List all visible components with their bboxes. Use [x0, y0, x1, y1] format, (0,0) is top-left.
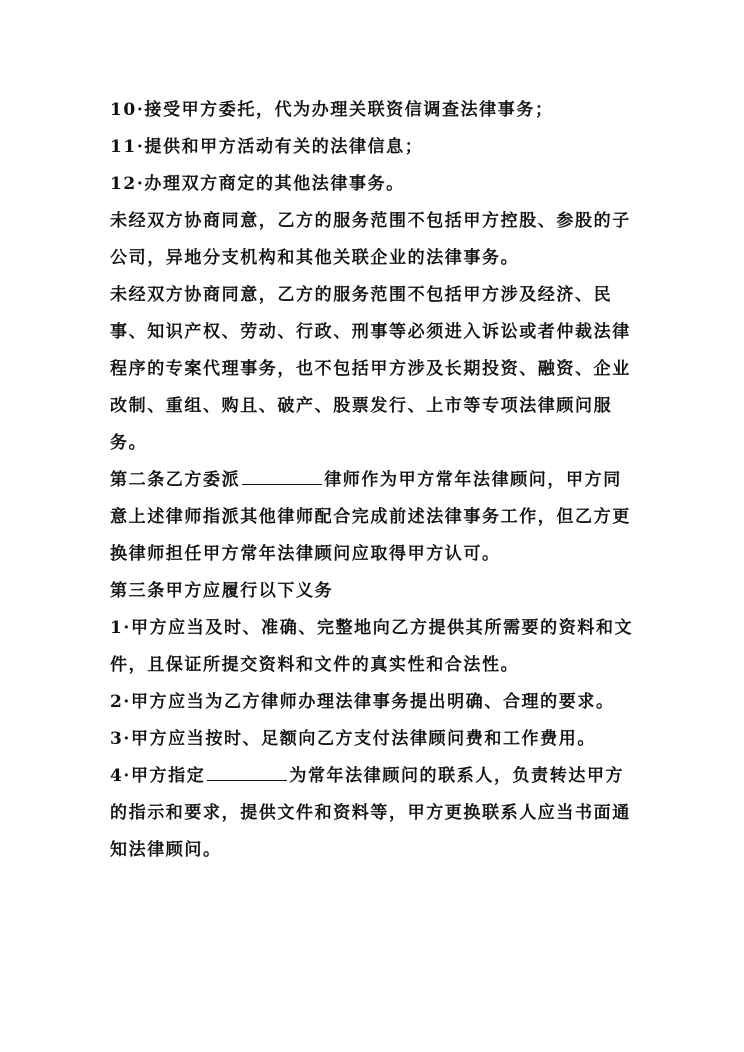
contact-person-blank: [207, 762, 287, 781]
obligation-4: [110, 758, 640, 869]
clause-10: 10·接受甲方委托，代为办理关联资信调查法律事务；: [110, 100, 554, 120]
article-2-rest: 律师作为甲方常年法律顾问，甲方同意上述律师指派其他律师配合完成前述法律事务工作，但乙方更换律师担任甲方常年法律顾问应取得甲方认可。: [110, 470, 631, 564]
obligation-2: 2·甲方应当为乙方律师办理法律事务提出明确、合理的要求。: [110, 692, 615, 712]
lawyer-name-blank: [242, 466, 322, 485]
article-3-title: 第三条甲方应履行以下义务: [110, 581, 334, 601]
obligation-1: 1·甲方应当及时、准确、完整地向乙方提供其所需要的资料和文件，且保证所提交资料和文件的真实性和合法性。: [110, 618, 634, 675]
obligation-4-rest: 为常年法律顾问的联系人，负责转达甲方的指示和要求，提供文件和资料等，甲方更换联系人应当书面通知法律顾问。: [110, 766, 631, 860]
article-2-lead: 第二条乙方委派: [110, 470, 241, 490]
scope-exclusion-subsidiaries: 未经双方协商同意，乙方的服务范围不包括甲方控股、参股的子公司，异地分支机构和其他关联企业的法律事务。: [110, 211, 631, 268]
clause-12: 12·办理双方商定的其他法律事务。: [110, 174, 405, 194]
document-body: [110, 92, 640, 869]
article-2: [110, 462, 640, 573]
obligation-4-lead: 4·甲方指定: [110, 766, 206, 786]
scope-exclusion-litigation: 未经双方协商同意，乙方的服务范围不包括甲方涉及经济、民事、知识产权、劳动、行政、刑事等必须进入诉讼或者仲裁法律程序的专案代理事务，也不包括甲方涉及长期投资、融资、企业改制、重组、购且、破产、股票发行、上市等专项法律顾问服务。: [110, 285, 631, 453]
clause-11: 11·提供和甲方活动有关的法律信息；: [110, 137, 424, 157]
obligation-3: 3·甲方应当按时、足额向乙方支付法律顾问费和工作费用。: [110, 729, 596, 749]
